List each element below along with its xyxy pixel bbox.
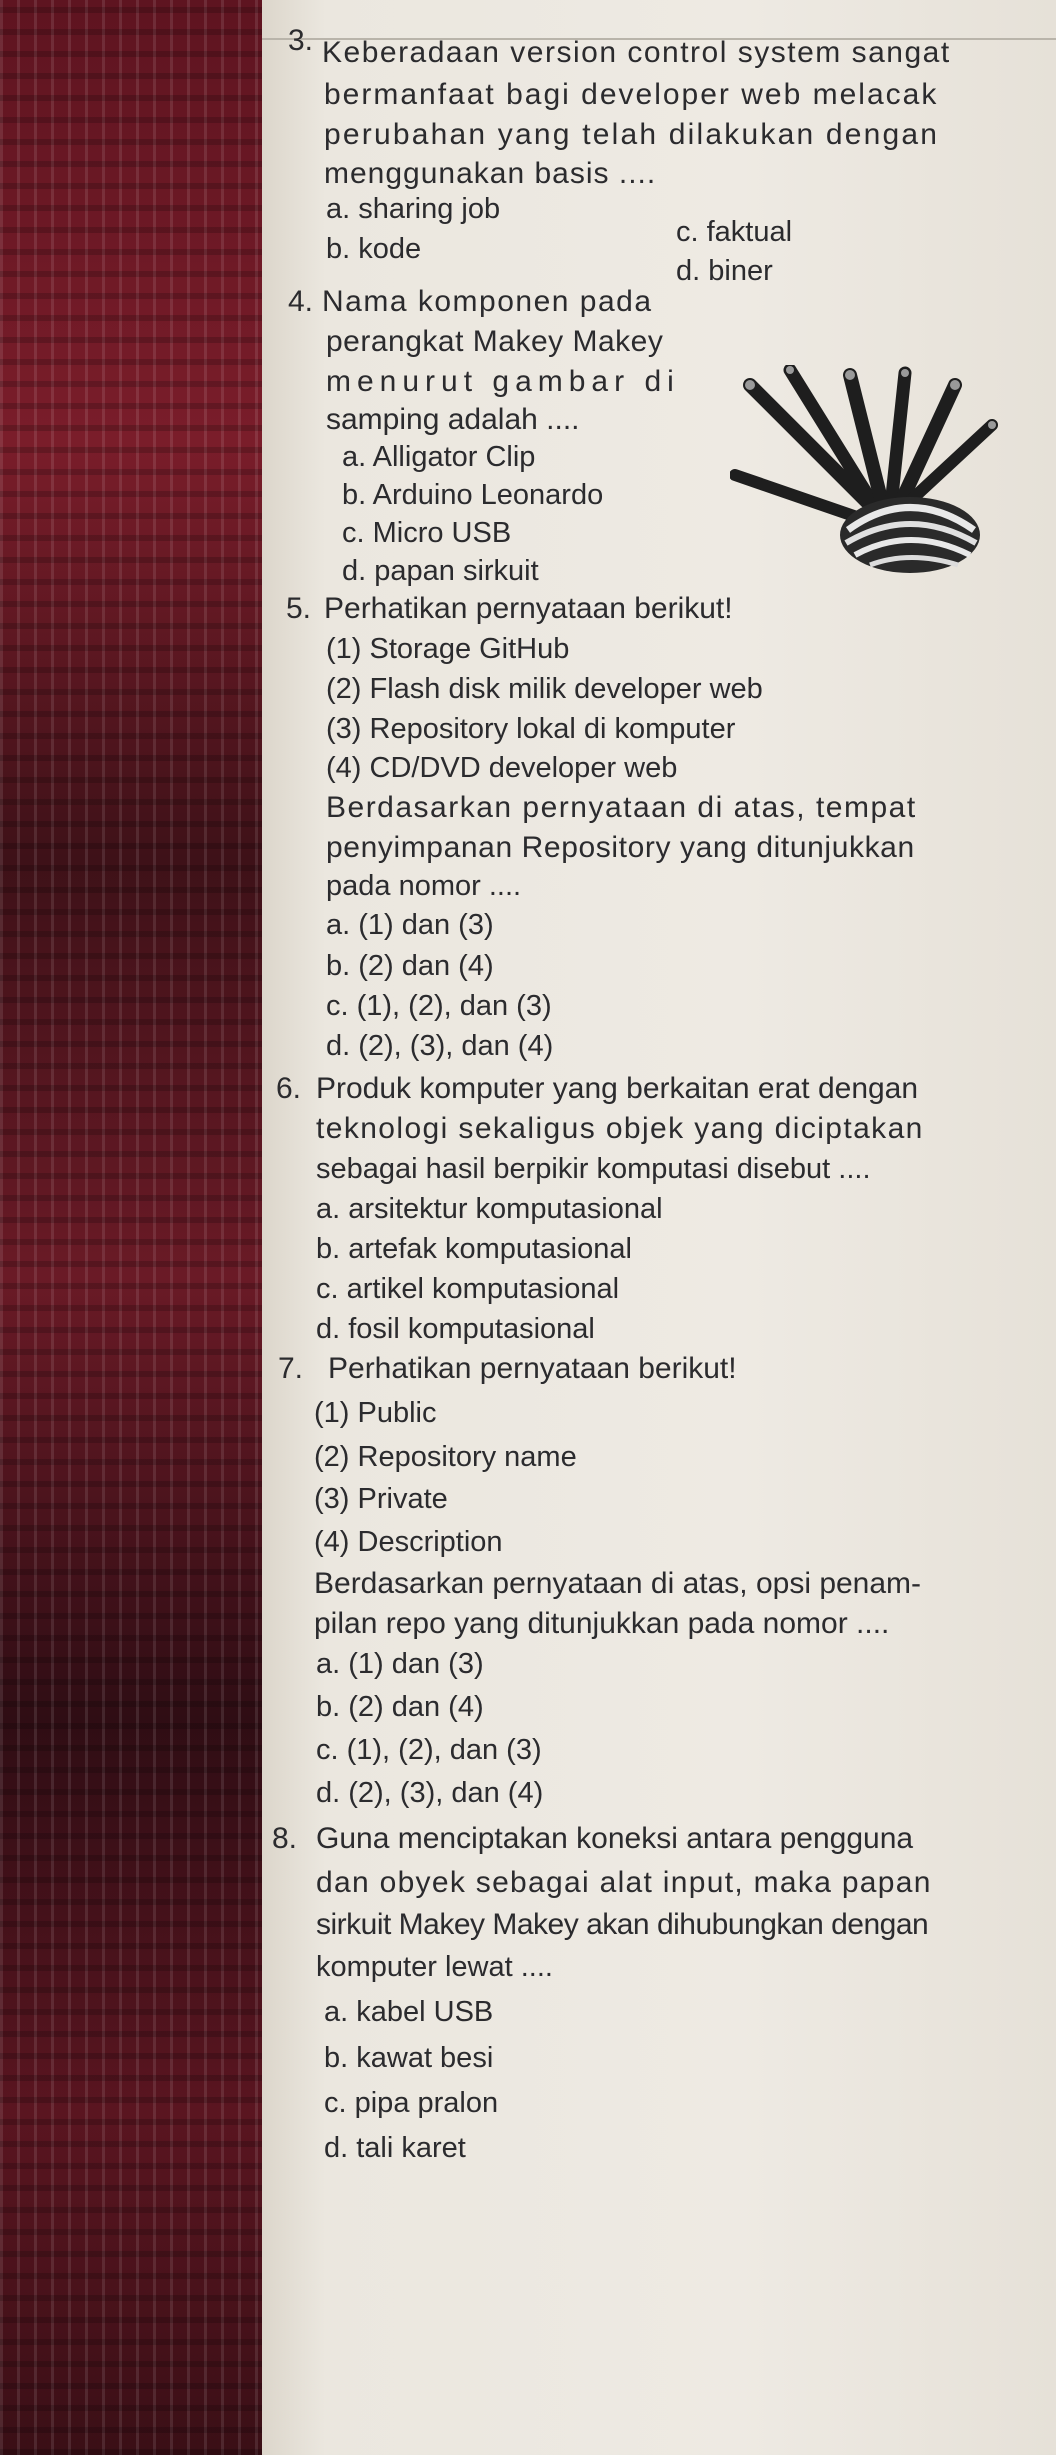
question-6-stem-line-2: teknologi sekaligus objek yang diciptakan	[316, 1112, 924, 1145]
question-4-number: 4.	[288, 285, 314, 318]
question-5-option-b: b. (2) dan (4)	[326, 950, 494, 982]
question-8-option-a: a. kabel USB	[324, 1996, 494, 2028]
question-6-option-b: b. artefak komputasional	[316, 1233, 632, 1265]
question-7-option-c: c. (1), (2), dan (3)	[316, 1734, 542, 1766]
question-5-question-line-1: Berdasarkan pernyataan di atas, tempat	[326, 791, 917, 824]
question-7-statement-4: (4) Description	[314, 1526, 503, 1558]
question-3-stem-line-4: menggunakan basis ....	[324, 157, 657, 190]
question-8-option-d: d. tali karet	[324, 2132, 466, 2164]
question-5-option-a: a. (1) dan (3)	[326, 909, 494, 941]
question-3-option-a: a. sharing job	[326, 193, 501, 225]
question-6-option-c: c. artikel komputasional	[316, 1273, 620, 1305]
question-5-stem: Perhatikan pernyataan berikut!	[324, 592, 733, 625]
question-5-option-d: d. (2), (3), dan (4)	[326, 1030, 554, 1062]
question-7-option-b: b. (2) dan (4)	[316, 1691, 484, 1723]
question-6-stem-line-3: sebagai hasil berpikir komputasi disebut ....	[316, 1153, 871, 1185]
question-3-option-b: b. kode	[326, 233, 422, 265]
question-5-statement-3: (3) Repository lokal di komputer	[326, 713, 736, 745]
question-8-stem-line-3: sirkuit Makey Makey akan dihubungkan dengan	[316, 1908, 929, 1941]
question-4-option-c: c. Micro USB	[342, 517, 512, 549]
question-4-option-d: d. papan sirkuit	[342, 555, 539, 587]
question-4-stem-line-2: perangkat Makey Makey	[326, 325, 664, 358]
question-6-stem-line-1: Produk komputer yang berkaitan erat dengan	[316, 1072, 919, 1105]
question-3-number: 3.	[288, 24, 314, 57]
question-8-stem-line-4: komputer lewat ....	[316, 1951, 553, 1983]
question-4-stem-line-1: Nama komponen pada	[322, 285, 653, 318]
question-5-option-c: c. (1), (2), dan (3)	[326, 990, 552, 1022]
question-4-option-b: b. Arduino Leonardo	[342, 479, 604, 511]
question-7-statement-1: (1) Public	[314, 1397, 437, 1429]
question-5-statement-4: (4) CD/DVD developer web	[326, 752, 678, 784]
question-4-option-a: a. Alligator Clip	[342, 441, 536, 473]
question-5-statement-1: (1) Storage GitHub	[326, 633, 570, 665]
question-3-option-c: c. faktual	[676, 216, 793, 248]
question-5-number: 5.	[286, 592, 312, 625]
question-7-question-line-1: Berdasarkan pernyataan di atas, opsi penam-	[314, 1567, 922, 1600]
question-6-option-d: d. fosil komputasional	[316, 1313, 595, 1345]
question-5-question-line-2: penyimpanan Repository yang ditunjukkan	[326, 831, 915, 864]
question-7-question-line-2: pilan repo yang ditunjukkan pada nomor ....	[314, 1607, 890, 1640]
question-7-statement-2: (2) Repository name	[314, 1441, 577, 1473]
question-5-statement-2: (2) Flash disk milik developer web	[326, 673, 763, 705]
question-8-option-b: b. kawat besi	[324, 2042, 494, 2074]
question-8-stem-line-1: Guna menciptakan koneksi antara pengguna	[316, 1822, 914, 1855]
question-7-number: 7.	[278, 1352, 304, 1385]
question-7-stem: Perhatikan pernyataan berikut!	[328, 1352, 737, 1385]
question-5-question-line-3: pada nomor ....	[326, 870, 522, 902]
question-3-stem-line-3: perubahan yang telah dilakukan dengan	[324, 118, 940, 151]
question-7-option-d: d. (2), (3), dan (4)	[316, 1777, 544, 1809]
question-6-option-a: a. arsitektur komputasional	[316, 1193, 663, 1225]
question-7-statement-3: (3) Private	[314, 1483, 448, 1515]
question-8-stem-line-2: dan obyek sebagai alat input, maka papan	[316, 1866, 932, 1899]
question-3-stem-line-2: bermanfaat bagi developer web melacak	[324, 78, 939, 111]
question-4-stem-line-3: menurut gambar di	[326, 365, 680, 398]
question-6-number: 6.	[276, 1072, 302, 1105]
question-3-option-d: d. biner	[676, 255, 773, 287]
question-8-number: 8.	[272, 1822, 298, 1855]
question-7-option-a: a. (1) dan (3)	[316, 1648, 484, 1680]
question-3-stem-line-1: Keberadaan version control system sangat	[322, 36, 951, 69]
question-4-stem-line-4: samping adalah ....	[326, 403, 580, 436]
question-8-option-c: c. pipa pralon	[324, 2087, 499, 2119]
